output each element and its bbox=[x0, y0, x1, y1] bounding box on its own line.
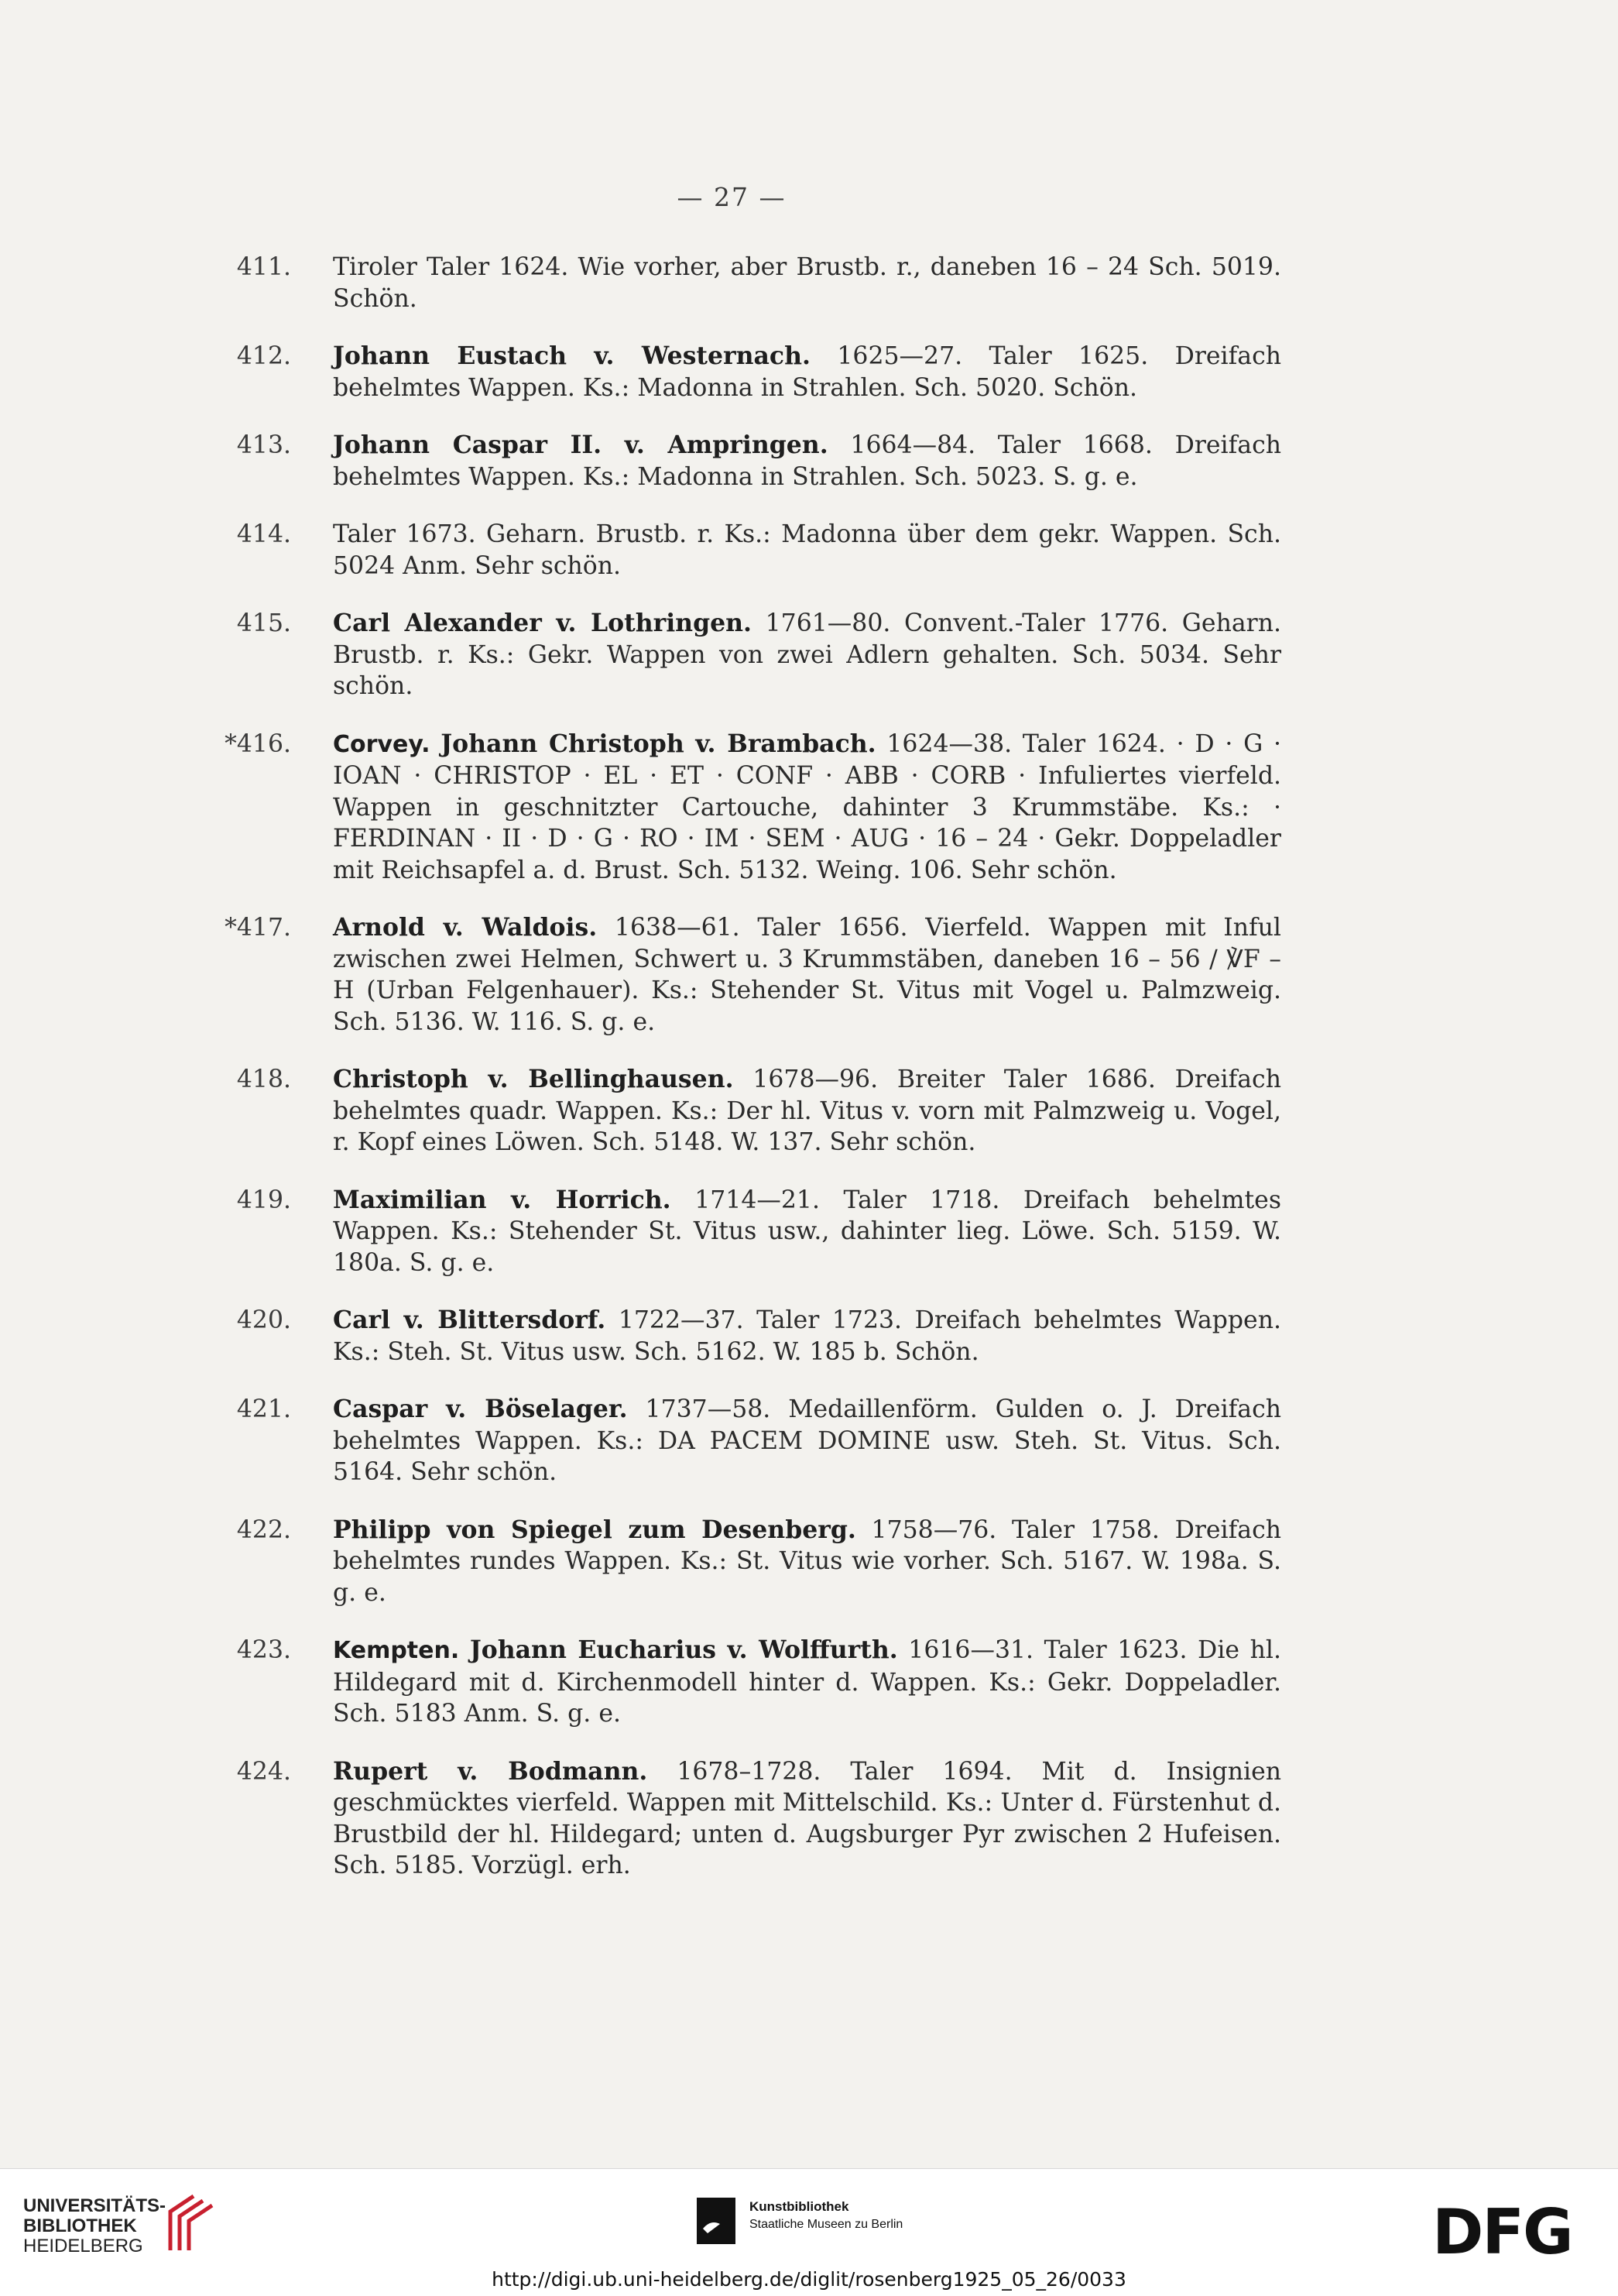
catalog-entry bbox=[205, 1185, 1281, 1279]
permalink-url[interactable]: http://digi.ub.uni-heidelberg.de/diglit/rosenberg1925_05_26/0033 bbox=[492, 2268, 1126, 2291]
entry-number: 422. bbox=[236, 1515, 291, 1544]
entry-place: Corvey. bbox=[333, 730, 430, 758]
entry-number: 413. bbox=[236, 431, 291, 459]
entry-text bbox=[333, 1635, 1281, 1730]
entry-number: 419. bbox=[236, 1186, 291, 1214]
entry-number: 418. bbox=[236, 1066, 291, 1093]
entry-description: 1758—76. Taler 1758. Dreifach behelmtes rundes Wappen. Ks.: St. Vitus wie vorher. Sch. 5167. W. 198a. S. g. e. bbox=[333, 1515, 1282, 1607]
entry-name: Rupert v. Bodmann. bbox=[333, 1756, 648, 1786]
entry-name: Arnold v. Waldois. bbox=[333, 913, 598, 942]
page-number: — 27 — bbox=[677, 182, 787, 212]
entry-name: Carl v. Blittersdorf. bbox=[333, 1306, 606, 1334]
entry-text bbox=[333, 1064, 1281, 1158]
entry-description: Tiroler Taler 1624. Wie vorher, aber Brustb. r., daneben 16 – 24 Sch. 5019. Schön. bbox=[333, 253, 1281, 313]
entry-text bbox=[333, 519, 1281, 582]
kunstbibliothek-logo[interactable] bbox=[697, 2196, 1006, 2258]
ub-line-3: HEIDELBERG bbox=[23, 2236, 143, 2257]
entry-name: Johann Eucharius v. Wolffurth. bbox=[469, 1635, 898, 1664]
entry-text bbox=[333, 1305, 1281, 1368]
entry-text bbox=[333, 1394, 1281, 1488]
ub-line-1: UNIVERSITÄTS- bbox=[23, 2195, 166, 2216]
entry-description: 1722—37. Taler 1723. Dreifach behelmtes Wappen. Ks.: Steh. St. Vitus usw. Sch. 5162. W. 185 b. Schön. bbox=[333, 1306, 1281, 1366]
entry-name: Philipp von Spiegel zum Desenberg. bbox=[333, 1515, 856, 1544]
entry-number: *417. bbox=[225, 914, 291, 942]
catalog-entries bbox=[205, 252, 1281, 1908]
entry-text bbox=[333, 341, 1281, 403]
entry-name: Johann Eustach v. Westernach. bbox=[333, 341, 811, 370]
catalog-entry bbox=[205, 430, 1281, 492]
entry-description: 1638—61. Taler 1656. Vierfeld. Wappen mit Inful zwischen zwei Helmen, Schwert u. 3 Krummstäben, daneben 16 – 56 / ℣F – H (Urban Felgenhauer). Ks.: Stehender St. Vitus mit Vogel u. Palmzweig. Sch. 5136. W. 116. S. g. e. bbox=[333, 914, 1282, 1036]
entry-number: 412. bbox=[236, 342, 291, 370]
entry-number: 421. bbox=[236, 1395, 291, 1423]
kunstbibliothek-eagle-icon bbox=[697, 2198, 735, 2244]
catalog-entry bbox=[205, 341, 1281, 403]
entry-place: Kempten. bbox=[333, 1637, 460, 1664]
ub-heidelberg-logo-icon bbox=[163, 2188, 225, 2258]
entry-text bbox=[333, 1185, 1281, 1279]
entry-name: Christoph v. Bellinghausen. bbox=[333, 1065, 734, 1093]
dfg-logo[interactable]: DFG bbox=[1432, 2196, 1572, 2268]
entry-number: *416. bbox=[225, 729, 291, 758]
entry-number: 423. bbox=[236, 1636, 291, 1664]
entry-text bbox=[333, 729, 1281, 887]
ub-heidelberg-logo-text[interactable] bbox=[23, 2196, 166, 2257]
entry-number: 420. bbox=[236, 1306, 291, 1334]
entry-description: 1737—58. Medaillenförm. Gulden o. J. Dreifach behelmtes Wappen. Ks.: DA PACEM DOMINE usw. Steh. St. Vitus. Sch. 5164. Sehr schön. bbox=[333, 1395, 1282, 1486]
entry-description: 1625—27. Taler 1625. Dreifach behelmtes Wappen. Ks.: Madonna in Strahlen. Sch. 5020. Schön. bbox=[333, 342, 1281, 402]
entry-description: 1624—38. Taler 1624. · D · G · IOAN · CHRISTOP · EL · ET · CONF · ABB · CORB · Infuliertes vierfeld. Wappen in geschnitzter Cartouche, dahinter 3 Krummstäbe. Ks.: · FERDINAN · II · D · G · RO · IM · SEM · AUG · 16 – 24 · Gekr. Doppeladler mit Reichsapfel a. d. Brust. Sch. 5132. Weing. 106. Sehr schön. bbox=[333, 729, 1281, 884]
kunstbibliothek-subtitle: Staatliche Museen zu Berlin bbox=[749, 2218, 903, 2231]
catalog-entry bbox=[205, 729, 1281, 887]
catalog-entry bbox=[205, 1635, 1281, 1730]
entry-number: 424. bbox=[236, 1757, 291, 1786]
entry-name: Caspar v. Böselager. bbox=[333, 1395, 628, 1423]
catalog-entry bbox=[205, 1394, 1281, 1488]
entry-name: Maximilian v. Horrich. bbox=[333, 1185, 671, 1214]
entry-description: 1664—84. Taler 1668. Dreifach behelmtes Wappen. Ks.: Madonna in Strahlen. Sch. 5023. S. g. e. bbox=[333, 431, 1281, 491]
entry-number: 411. bbox=[236, 253, 291, 281]
entry-text bbox=[333, 1515, 1281, 1609]
entry-text bbox=[333, 608, 1281, 702]
catalog-entry bbox=[205, 252, 1281, 314]
entry-description: 1678—96. Breiter Taler 1686. Dreifach behelmtes quadr. Wappen. Ks.: Der hl. Vitus v. vorn mit Palmzweig u. Vogel, r. Kopf eines Löwen. Sch. 5148. W. 137. Sehr schön. bbox=[333, 1066, 1281, 1156]
ub-line-2: BIBLIOTHEK bbox=[23, 2215, 137, 2236]
entry-text bbox=[333, 912, 1281, 1038]
entry-description: 1678–1728. Taler 1694. Mit d. Insignien geschmücktes vierfeld. Wappen mit Mittelschild. Ks.: Unter d. Fürstenhut d. Brustbild der hl. Hildegard; unten d. Augsburger Pyr zwischen 2 Hufeisen. Sch. 5185. Vorzügl. erh. bbox=[333, 1757, 1282, 1879]
entry-text bbox=[333, 430, 1281, 492]
footer-bar bbox=[0, 2168, 1618, 2296]
catalog-entry bbox=[205, 1064, 1281, 1158]
catalog-entry bbox=[205, 1305, 1281, 1368]
catalog-entry bbox=[205, 1756, 1281, 1882]
entry-text bbox=[333, 252, 1281, 314]
entry-number: 415. bbox=[236, 609, 291, 637]
catalog-entry bbox=[205, 608, 1281, 702]
entry-text bbox=[333, 1756, 1281, 1882]
kunstbibliothek-title: Kunstbibliothek bbox=[749, 2199, 849, 2214]
entry-number: 414. bbox=[236, 520, 291, 548]
catalog-entry bbox=[205, 912, 1281, 1038]
entry-description: 1616—31. Taler 1623. Die hl. Hildegard mit d. Kirchenmodell hinter d. Wappen. Ks.: Gekr. Doppeladler. Sch. 5183 Anm. S. g. e. bbox=[333, 1636, 1281, 1728]
entry-description: 1714—21. Taler 1718. Dreifach behelmtes Wappen. Ks.: Stehender St. Vitus usw., dahinter lieg. Löwe. Sch. 5159. W. 180a. S. g. e. bbox=[333, 1186, 1281, 1277]
catalog-entry bbox=[205, 1515, 1281, 1609]
entry-name: Carl Alexander v. Lothringen. bbox=[333, 609, 752, 637]
entry-description: Taler 1673. Geharn. Brustb. r. Ks.: Madonna über dem gekr. Wappen. Sch. 5024 Anm. Sehr schön. bbox=[333, 520, 1281, 580]
entry-name: Johann Caspar II. v. Ampringen. bbox=[333, 431, 828, 459]
catalog-entry bbox=[205, 519, 1281, 582]
entry-description: 1761—80. Convent.-Taler 1776. Geharn. Brustb. r. Ks.: Gekr. Wappen von zwei Adlern gehalten. Sch. 5034. Sehr schön. bbox=[333, 609, 1281, 700]
entry-name: Johann Christoph v. Brambach. bbox=[440, 729, 876, 758]
